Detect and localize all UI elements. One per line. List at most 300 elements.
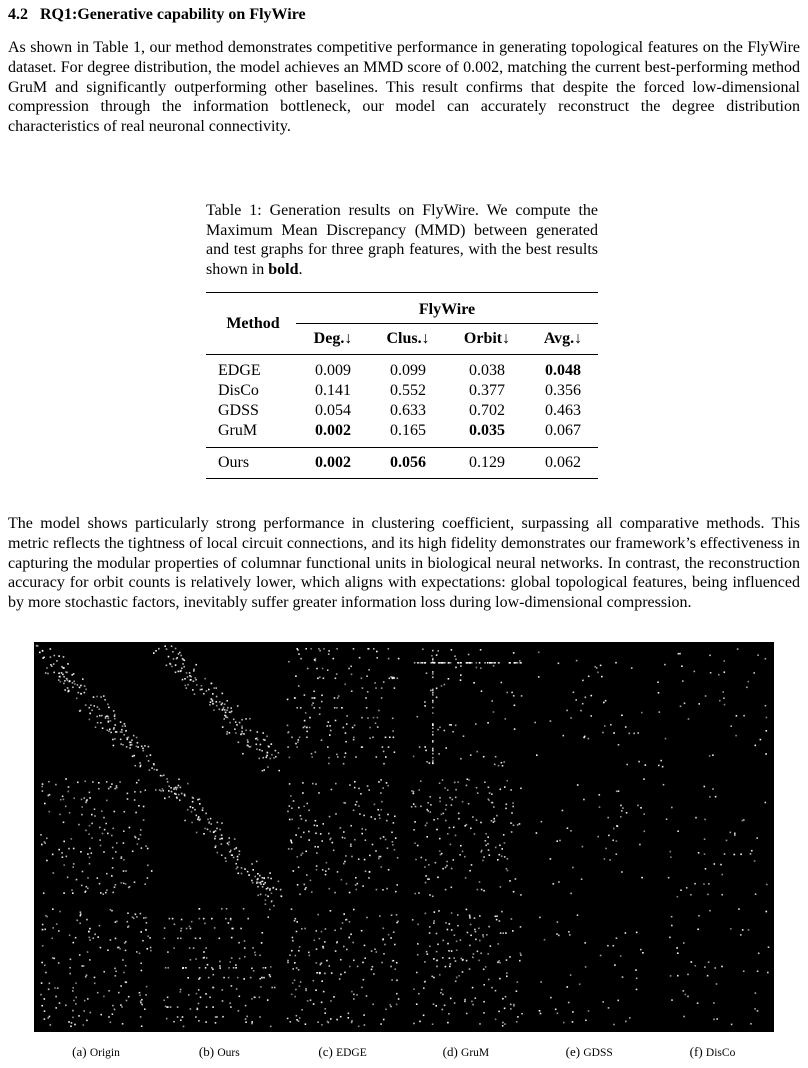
- matrix-dot: [221, 822, 223, 824]
- matrix-dot: [123, 870, 125, 872]
- matrix-dot: [594, 666, 596, 668]
- matrix-dot: [110, 939, 112, 941]
- matrix-dot: [451, 887, 453, 889]
- matrix-dot: [613, 945, 615, 947]
- matrix-dot: [55, 996, 57, 998]
- matrix-dot: [300, 836, 302, 838]
- matrix-dot: [228, 922, 230, 924]
- matrix-dot: [469, 870, 471, 872]
- matrix-dot: [748, 929, 750, 931]
- matrix-dot: [273, 905, 275, 907]
- matrix-dot: [379, 814, 381, 816]
- matrix-dot: [506, 804, 508, 806]
- matrix-dot: [436, 933, 438, 935]
- matrix-dot: [359, 657, 361, 659]
- matrix-dot: [369, 737, 371, 739]
- matrix-dot: [219, 961, 221, 963]
- matrix-dot: [386, 888, 388, 890]
- matrix-dot: [254, 952, 256, 954]
- matrix-dot: [569, 934, 571, 936]
- matrix-dot: [626, 812, 628, 814]
- matrix-dot: [145, 917, 147, 919]
- matrix-dot: [116, 842, 118, 844]
- matrix-dot: [116, 731, 118, 733]
- matrix-dot: [219, 838, 221, 840]
- matrix-dot: [662, 766, 664, 768]
- matrix-dot: [292, 968, 294, 970]
- matrix-dot: [454, 934, 456, 936]
- matrix-dot: [94, 983, 96, 985]
- matrix-dot: [432, 689, 434, 691]
- matrix-dot: [385, 756, 387, 758]
- matrix-dot: [369, 871, 371, 873]
- matrix-dot: [425, 882, 427, 884]
- matrix-dot: [453, 827, 455, 829]
- matrix-dot: [397, 678, 399, 680]
- matrix-dot: [69, 973, 71, 975]
- matrix-dot: [55, 784, 57, 786]
- matrix-dot: [541, 821, 543, 823]
- value-cell: 0.129: [469, 454, 505, 471]
- matrix-dot: [155, 650, 157, 652]
- matrix-dot: [164, 938, 166, 940]
- matrix-dot: [757, 654, 759, 656]
- matrix-dot: [44, 841, 46, 843]
- matrix-dot: [260, 986, 262, 988]
- matrix-dot: [353, 909, 355, 911]
- matrix-dot: [104, 829, 106, 831]
- matrix-dot: [394, 968, 396, 970]
- matrix-dot: [145, 994, 147, 996]
- matrix-dot: [87, 877, 89, 879]
- matrix-dot: [734, 833, 736, 835]
- matrix-dot: [336, 754, 338, 756]
- matrix-dot: [316, 825, 318, 827]
- matrix-dot: [278, 881, 280, 883]
- matrix-dot: [497, 943, 499, 945]
- matrix-dot: [329, 888, 331, 890]
- matrix-dot: [437, 729, 439, 731]
- matrix-dot: [295, 834, 297, 836]
- matrix-dot: [239, 996, 241, 998]
- matrix-dot: [695, 817, 697, 819]
- matrix-dot: [636, 989, 638, 991]
- matrix-dot: [471, 662, 473, 664]
- matrix-dot: [509, 662, 511, 664]
- matrix-dot: [382, 889, 384, 891]
- matrix-dot: [437, 944, 439, 946]
- matrix-dot: [742, 929, 744, 931]
- matrix-dot: [346, 883, 348, 885]
- matrix-dot: [709, 910, 711, 912]
- matrix-dot: [93, 696, 95, 698]
- matrix-dot: [143, 917, 145, 919]
- matrix-dot: [269, 974, 271, 976]
- matrix-dot: [196, 684, 198, 686]
- matrix-dot: [470, 828, 472, 830]
- matrix-dot: [62, 856, 64, 858]
- matrix-dot: [251, 863, 253, 865]
- matrix-dot: [363, 1014, 365, 1016]
- method-cell: GDSS: [218, 402, 259, 419]
- matrix-dot: [765, 705, 767, 707]
- matrix-dot: [116, 921, 118, 923]
- matrix-dot: [99, 827, 101, 829]
- matrix-dot: [84, 891, 86, 893]
- matrix-dot: [481, 850, 483, 852]
- matrix-dot: [579, 983, 581, 985]
- matrix-dot: [104, 699, 106, 701]
- matrix-dot: [585, 697, 587, 699]
- matrix-dot: [245, 730, 247, 732]
- matrix-dot: [383, 681, 385, 683]
- matrix-dot: [132, 756, 134, 758]
- matrix-dot: [257, 873, 259, 875]
- matrix-dot: [271, 901, 273, 903]
- matrix-dot: [698, 703, 700, 705]
- matrix-dot: [180, 938, 182, 940]
- matrix-dot: [89, 719, 91, 721]
- matrix-dot: [72, 866, 74, 868]
- matrix-dot: [149, 769, 151, 771]
- matrix-dot: [203, 951, 205, 953]
- matrix-dot: [464, 856, 466, 858]
- matrix-dot: [301, 1009, 303, 1011]
- matrix-dot: [317, 678, 319, 680]
- matrix-dot: [414, 842, 416, 844]
- matrix-dot: [161, 775, 163, 777]
- matrix-dot: [323, 991, 325, 993]
- matrix-dot: [145, 845, 147, 847]
- matrix-dot: [122, 1023, 124, 1025]
- matrix-dot: [83, 1024, 85, 1026]
- matrix-dot: [137, 746, 139, 748]
- matrix-dot: [506, 868, 508, 870]
- matrix-dot: [327, 1021, 329, 1023]
- matrix-dot: [143, 819, 145, 821]
- matrix-dot: [715, 796, 717, 798]
- matrix-dot: [504, 842, 506, 844]
- matrix-dot: [97, 936, 99, 938]
- matrix-dot: [426, 951, 428, 953]
- matrix-dot: [107, 833, 109, 835]
- matrix-dot: [303, 806, 305, 808]
- matrix-dot: [97, 706, 99, 708]
- matrix-dot: [455, 835, 457, 837]
- matrix-dot: [335, 720, 337, 722]
- matrix-dot: [351, 1020, 353, 1022]
- matrix-dot: [297, 884, 299, 886]
- matrix-dot: [613, 828, 615, 830]
- matrix-dot: [67, 663, 69, 665]
- matrix-dot: [54, 655, 56, 657]
- matrix-dot: [43, 892, 45, 894]
- matrix-dot: [429, 796, 431, 798]
- matrix-dot: [478, 960, 480, 962]
- matrix-dot: [432, 757, 434, 759]
- matrix-dot: [271, 743, 273, 745]
- matrix-dot: [328, 650, 330, 652]
- matrix-dot: [290, 1021, 292, 1023]
- matrix-dot: [69, 967, 71, 969]
- matrix-dot: [270, 878, 272, 880]
- matrix-dot: [58, 672, 60, 674]
- matrix-dot: [41, 786, 43, 788]
- matrix-dot: [432, 731, 434, 733]
- matrix-dot: [372, 1004, 374, 1006]
- matrix-dot: [121, 1006, 123, 1008]
- matrix-dot: [334, 697, 336, 699]
- matrix-dot: [437, 818, 439, 820]
- section-title: RQ1:Generative capability on FlyWire: [40, 6, 306, 23]
- matrix-dot: [374, 948, 376, 950]
- matrix-dot: [182, 679, 184, 681]
- matrix-dot: [308, 839, 310, 841]
- matrix-dot: [85, 781, 87, 783]
- matrix-dot: [267, 745, 269, 747]
- matrix-dot: [417, 716, 419, 718]
- matrix-dot: [345, 732, 347, 734]
- matrix-dot: [351, 674, 353, 676]
- matrix-dot: [493, 665, 495, 667]
- matrix-dot: [393, 931, 395, 933]
- matrix-dot: [252, 947, 254, 949]
- matrix-dot: [235, 863, 237, 865]
- matrix-dot: [116, 785, 118, 787]
- matrix-dot: [170, 1006, 172, 1008]
- matrix-dot: [87, 888, 89, 890]
- matrix-dot: [221, 834, 223, 836]
- matrix-dot: [342, 837, 344, 839]
- matrix-dot: [249, 718, 251, 720]
- matrix-dot: [200, 689, 202, 691]
- matrix-dot: [590, 715, 592, 717]
- matrix-dot: [225, 857, 227, 859]
- value-cell: 0.702: [469, 402, 505, 419]
- matrix-dot: [181, 919, 183, 921]
- matrix-dot: [89, 959, 91, 961]
- matrix-dot: [521, 1013, 523, 1015]
- matrix-dot: [625, 932, 627, 934]
- matrix-dot: [321, 840, 323, 842]
- matrix-dot: [622, 976, 624, 978]
- matrix-dot: [260, 744, 262, 746]
- matrix-dot: [267, 752, 269, 754]
- matrix-dot: [186, 687, 188, 689]
- matrix-dot: [432, 712, 434, 714]
- matrix-dot: [302, 853, 304, 855]
- matrix-dot: [321, 701, 323, 703]
- matrix-dot: [88, 833, 90, 835]
- matrix-dot: [208, 689, 210, 691]
- matrix-dot: [434, 911, 436, 913]
- matrix-dot: [684, 703, 686, 705]
- matrix-dot: [303, 727, 305, 729]
- matrix-dot: [292, 940, 294, 942]
- matrix-dot: [471, 864, 473, 866]
- matrix-dot: [657, 681, 659, 683]
- matrix-dot: [263, 769, 265, 771]
- table-row: [206, 421, 598, 441]
- matrix-dot: [312, 702, 314, 704]
- matrix-dot: [506, 780, 508, 782]
- matrix-dot: [350, 825, 352, 827]
- matrix-dot: [195, 958, 197, 960]
- matrix-dot: [224, 715, 226, 717]
- matrix-dot: [100, 1014, 102, 1016]
- matrix-dot: [289, 805, 291, 807]
- matrix-dot: [237, 859, 239, 861]
- matrix-dot: [80, 915, 82, 917]
- matrix-dot: [198, 1020, 200, 1022]
- matrix-dot: [354, 787, 356, 789]
- matrix-dot: [123, 830, 125, 832]
- matrix-dot: [75, 997, 77, 999]
- matrix-dot: [198, 989, 200, 991]
- matrix-dot: [114, 811, 116, 813]
- matrix-dot: [85, 976, 87, 978]
- matrix-dot: [432, 734, 434, 736]
- matrix-dot: [211, 967, 213, 969]
- matrix-dot: [251, 880, 253, 882]
- matrix-dot: [56, 923, 58, 925]
- matrix-dot: [432, 760, 434, 762]
- matrix-dot: [262, 877, 264, 879]
- table-caption: [206, 201, 598, 280]
- matrix-dot: [199, 938, 201, 940]
- matrix-dot: [505, 932, 507, 934]
- matrix-dot: [79, 687, 81, 689]
- matrix-dot: [513, 891, 515, 893]
- matrix-dot: [225, 860, 227, 862]
- matrix-dot: [175, 793, 177, 795]
- matrix-dot: [244, 868, 246, 870]
- matrix-dot: [136, 951, 138, 953]
- matrix-dot: [165, 1006, 167, 1008]
- matrix-dot: [154, 769, 156, 771]
- matrix-dot: [361, 678, 363, 680]
- matrix-dot: [428, 864, 430, 866]
- matrix-dot: [207, 829, 209, 831]
- matrix-dot: [757, 1010, 759, 1012]
- matrix-dot: [190, 676, 192, 678]
- matrix-dot: [184, 678, 186, 680]
- matrix-dot: [140, 963, 142, 965]
- matrix-dot: [424, 705, 426, 707]
- matrix-dot: [89, 825, 91, 827]
- matrix-dot: [383, 953, 385, 955]
- matrix-dot: [304, 889, 306, 891]
- matrix-dot: [665, 738, 667, 740]
- matrix-dot: [190, 1008, 192, 1010]
- matrix-dot: [731, 1024, 733, 1026]
- matrix-dot: [84, 797, 86, 799]
- matrix-dot: [365, 829, 367, 831]
- matrix-dot: [467, 932, 469, 934]
- matrix-dot: [105, 892, 107, 894]
- matrix-dot: [73, 797, 75, 799]
- paragraph-2: The model shows particularly strong performance in clustering coefficient, surpassing all comparative methods. This metric reflects the tightness of local circuit connections, and its high fidelity demonstrates our framework’s effectiveness in capturing the modular properties of columnar functional units in biological neural networks. In contrast, the reconstruction accuracy for orbit counts is relatively lower, which aligns with expectations: global topological features, being influenced by more stochastic factors, inevitably suffer greater information loss during low-dimensional compression.: [8, 515, 800, 612]
- matrix-dot: [497, 859, 499, 861]
- matrix-dot: [356, 801, 358, 803]
- matrix-dot: [451, 804, 453, 806]
- matrix-dot: [145, 929, 147, 931]
- matrix-dot: [193, 670, 195, 672]
- matrix-dot: [392, 718, 394, 720]
- matrix-dot: [326, 862, 328, 864]
- matrix-dot: [222, 989, 224, 991]
- matrix-dot: [520, 953, 522, 955]
- matrix-dot: [424, 961, 426, 963]
- matrix-dot: [767, 972, 769, 974]
- matrix-dot: [618, 744, 620, 746]
- matrix-dot: [645, 764, 647, 766]
- matrix-dot: [229, 1002, 231, 1004]
- matrix-dot: [449, 724, 451, 726]
- matrix-dot: [291, 842, 293, 844]
- matrix-dot: [677, 952, 679, 954]
- matrix-dot: [151, 767, 153, 769]
- matrix-dot: [73, 673, 75, 675]
- matrix-dot: [328, 833, 330, 835]
- matrix-dot: [469, 916, 471, 918]
- matrix-dot: [450, 844, 452, 846]
- matrix-dot: [544, 939, 546, 941]
- matrix-dot: [722, 691, 724, 693]
- matrix-dot: [446, 804, 448, 806]
- matrix-dot: [766, 717, 768, 719]
- matrix-dot: [306, 803, 308, 805]
- matrix-dot: [124, 811, 126, 813]
- matrix-dot: [189, 926, 191, 928]
- matrix-dot: [89, 863, 91, 865]
- matrix-dot: [184, 820, 186, 822]
- matrix-dot: [210, 823, 212, 825]
- matrix-dot: [317, 846, 319, 848]
- matrix-dot: [93, 705, 95, 707]
- matrix-dot: [101, 810, 103, 812]
- matrix-dot: [372, 966, 374, 968]
- matrix-dot: [346, 949, 348, 951]
- matrix-dot: [375, 722, 377, 724]
- matrix-dot: [215, 1016, 217, 1018]
- matrix-dot: [164, 645, 166, 647]
- matrix-dot: [765, 802, 767, 804]
- matrix-dot: [458, 975, 460, 977]
- matrix-dot: [570, 974, 572, 976]
- matrix-dot: [316, 962, 318, 964]
- matrix-dot: [243, 733, 245, 735]
- matrix-dot: [418, 789, 420, 791]
- matrix-dot: [597, 672, 599, 674]
- matrix-dot: [420, 780, 422, 782]
- matrix-dot: [488, 849, 490, 851]
- matrix-dot: [479, 940, 481, 942]
- matrix-dot: [71, 889, 73, 891]
- matrix-dot: [442, 957, 444, 959]
- paragraph-1: As shown in Table 1, our method demonstrates competitive performance in generating topological features on the FlyWire dataset. For degree distribution, the model achieves an MMD score of 0.002, matching the current best-performing method GruM and significantly outperforming other baselines. This result confirms that despite the forced low-dimensional compression through the information bottleneck, our model can accurately reconstruct the degree distribution characteristics of real neuronal connectivity.: [8, 39, 800, 136]
- matrix-dot: [190, 959, 192, 961]
- matrix-dot: [393, 737, 395, 739]
- matrix-dot: [432, 694, 434, 696]
- matrix-dot: [343, 913, 345, 915]
- matrix-dot: [340, 827, 342, 829]
- matrix-dot: [138, 779, 140, 781]
- matrix-dot: [364, 945, 366, 947]
- matrix-dot: [755, 992, 757, 994]
- matrix-dot: [217, 852, 219, 854]
- matrix-dot: [395, 891, 397, 893]
